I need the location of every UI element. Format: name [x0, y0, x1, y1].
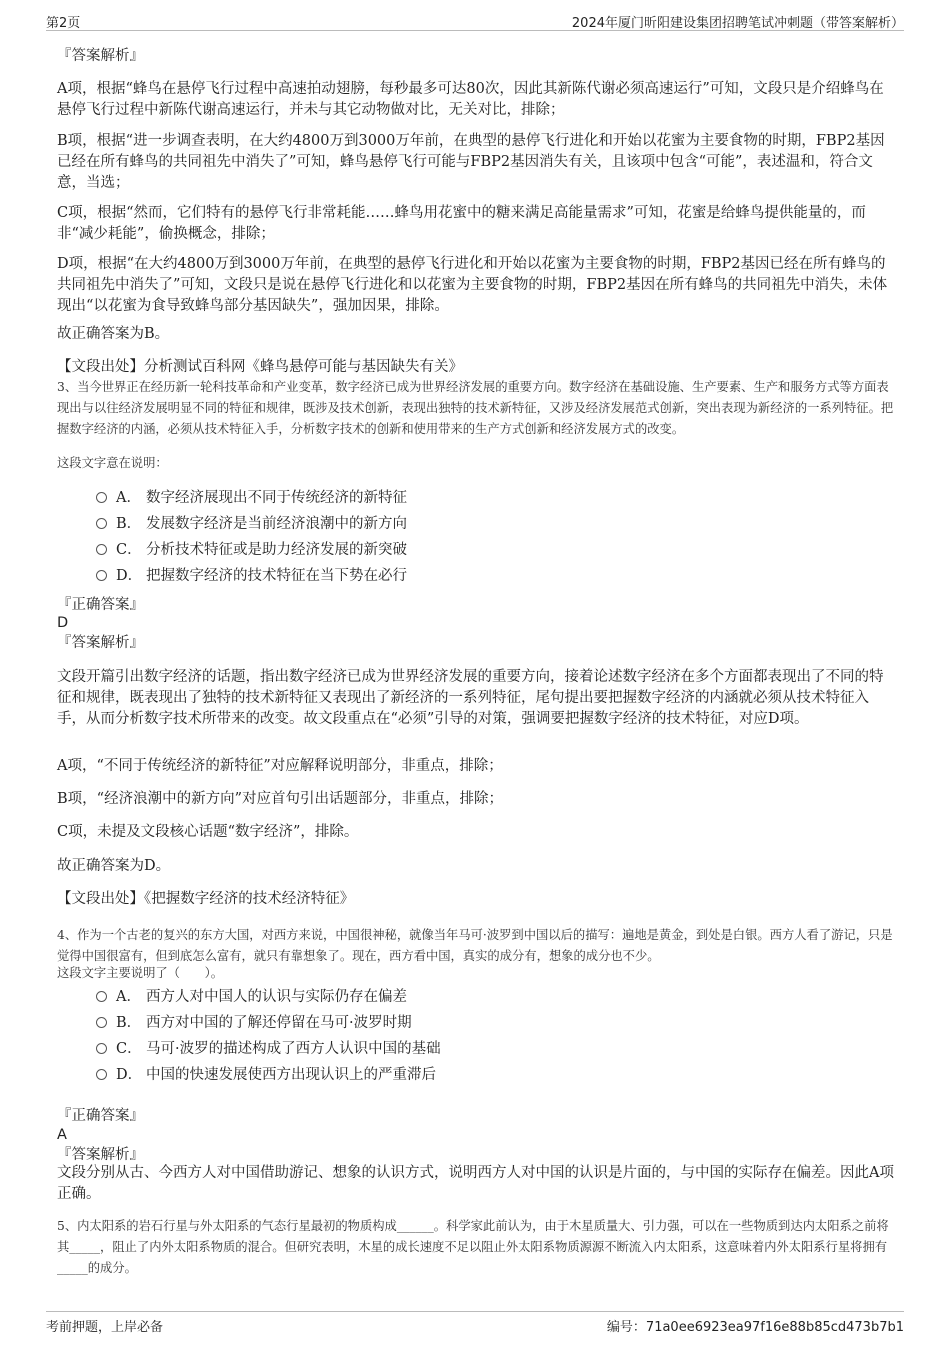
q2-analysis-label: 『答案解析』 — [57, 48, 144, 64]
q3-answer: D — [57, 615, 69, 631]
q2-analysis-a: A项，根据“蜂鸟在悬停飞行过程中高速拍动翅膀，每秒最多可达80次，因此其新陈代谢必须高速运行”可知，文段只是介绍蜂鸟在悬停飞行过程中新陈代谢高速运行，并未与其它动物做对比，无关对比，排除； — [57, 81, 884, 118]
document-code: 编号：71a0ee6923ea97f16e88b85cd473b7b1 — [606, 1320, 904, 1335]
q4-option-b[interactable]: B． 西方对中国的了解还停留在马可·波罗时期 — [96, 1013, 412, 1033]
radio-icon[interactable] — [96, 544, 107, 555]
page-number: 第2页 — [46, 16, 81, 31]
q2-conclusion: 故正确答案为B。 — [57, 326, 170, 342]
q2-analysis-d: D项，根据“在大约4800万到3000万年前，在典型的悬停飞行进化和开始以花蜜为主要食物的时期，FBP2基因已经在所有蜂鸟的共同祖先中消失了”可知，文段只是说在悬停飞行进化和以花蜜为主要食物的时期，FBP2基因在所有蜂鸟的共同祖先中消失，未体现出“以花蜜为食导致蜂鸟部分基因缺失”，强加因果，排除。 — [57, 256, 888, 314]
radio-icon[interactable] — [96, 1043, 107, 1054]
q3-stem: 3、当今世界正在经历新一轮科技革命和产业变革，数字经济已成为世界经济发展的重要方向。数字经济在基础设施、生产要素、生产和服务方式等方面表现出与以往经济发展明显不同的特征和规律，既涉及技术创新，表现出独特的技术新特征，又涉及经济发展范式创新，突出表现为新经济的一系列特征。把握数字经济的内涵，必须从技术特征入手，分析数字技术的创新和使用带来的生产方式创新和经济发展方式的改变。 — [57, 380, 894, 436]
document-title: 2024年厦门昕阳建设集团招聘笔试冲刺题（带答案解析） — [571, 16, 904, 31]
q3-conclusion: 故正确答案为D。 — [57, 858, 171, 874]
q3-prompt: 这段文字意在说明： — [57, 456, 168, 470]
q3-analysis-label: 『答案解析』 — [57, 635, 144, 651]
q4-prompt: 这段文字主要说明了（ ）。 — [57, 966, 224, 980]
q3-answer-label: 『正确答案』 — [57, 597, 144, 613]
q4-option-c[interactable]: C． 马可·波罗的描述构成了西方人认识中国的基础 — [96, 1039, 441, 1059]
q3-analysis-c: C项，未提及文段核心话题“数字经济”，排除。 — [57, 824, 359, 840]
q4-option-a[interactable]: A． 西方人对中国人的认识与实际仍存在偏差 — [96, 987, 407, 1007]
q4-analysis-label: 『答案解析』 — [57, 1147, 144, 1163]
q3-source: 【文段出处】《把握数字经济的技术经济特征》 — [57, 891, 355, 907]
radio-icon[interactable] — [96, 492, 107, 503]
q4-analysis: 文段分别从古、今西方人对中国借助游记、想象的认识方式，说明西方人对中国的认识是片面的，与中国的实际存在偏差。因此A项正确。 — [57, 1165, 894, 1202]
radio-icon[interactable] — [96, 1017, 107, 1028]
q4-stem: 4、作为一个古老的复兴的东方大国，对西方来说，中国很神秘，就像当年马可·波罗到中国以后的描写：遍地是黄金，到处是白银。西方人看了游记，只是觉得中国很富有，但到底怎么富有，就只有靠想象了。现在，西方看中国，真实的成分有，想象的成分也不少。 — [57, 928, 893, 963]
q2-source: 【文段出处】分析测试百科网《蜂鸟悬停可能与基因缺失有关》 — [57, 359, 463, 375]
q3-analysis-b: B项，“经济浪潮中的新方向”对应首句引出话题部分，非重点，排除； — [57, 791, 503, 807]
page-footer — [46, 1311, 904, 1338]
q4-answer: A — [57, 1127, 67, 1143]
q3-analysis-a: A项，“不同于传统经济的新特征”对应解释说明部分，非重点，排除； — [57, 758, 503, 774]
footer-slogan: 考前押题，上岸必备 — [46, 1320, 164, 1335]
q2-analysis-c: C项，根据“然而，它们特有的悬停飞行非常耗能……蜂鸟用花蜜中的糖来满足高能量需求”可知，花蜜是给蜂鸟提供能量的，而非“减少耗能”，偷换概念，排除； — [57, 205, 866, 242]
page-header — [46, 10, 904, 31]
q3-analysis: 文段开篇引出数字经济的话题，指出数字经济已成为世界经济发展的重要方向，接着论述数字经济在多个方面都表现出了不同的特征和规律，既表现出了独特的技术新特征又表现出了新经济的一系列特征，尾句提出要把握数字经济的内涵就必须从技术特征入手，从而分析数字技术所带来的改变。故文段重点在“必须”引导的对策，强调要把握数字经济的技术特征，对应D项。 — [57, 669, 884, 727]
q3-option-d[interactable]: D． 把握数字经济的技术特征在当下势在必行 — [96, 566, 407, 586]
radio-icon[interactable] — [96, 1069, 107, 1080]
q4-option-d[interactable]: D． 中国的快速发展使西方出现认识上的严重滞后 — [96, 1065, 436, 1085]
q3-option-a[interactable]: A． 数字经济展现出不同于传统经济的新特征 — [96, 488, 407, 508]
radio-icon[interactable] — [96, 518, 107, 529]
q3-option-c[interactable]: C． 分析技术特征或是助力经济发展的新突破 — [96, 540, 407, 560]
q5-stem: 5、内太阳系的岩石行星与外太阳系的气态行星最初的物质构成______。科学家此前认为，由于木星质量大、引力强，可以在一些物质到达内太阳系之前将其_____，阻止了内外太阳系物质的混合。但研究表明，木星的成长速度不足以阻止外太阳系物质源源不断流入内太阳系，这意味着内外太阳系行星将拥有_____的成分。 — [57, 1219, 889, 1275]
q2-analysis-b: B项，根据“进一步调查表明，在大约4800万到3000万年前，在典型的悬停飞行进化和开始以花蜜为主要食物的时期，FBP2基因已经在所有蜂鸟的共同祖先中消失了”可知，蜂鸟悬停飞行可能与FBP2基因消失有关，且该项中包含“可能”，表述温和，符合文意，当选； — [57, 133, 885, 191]
q4-answer-label: 『正确答案』 — [57, 1108, 144, 1124]
q3-option-b[interactable]: B． 发展数字经济是当前经济浪潮中的新方向 — [96, 514, 407, 534]
radio-icon[interactable] — [96, 570, 107, 581]
radio-icon[interactable] — [96, 991, 107, 1002]
